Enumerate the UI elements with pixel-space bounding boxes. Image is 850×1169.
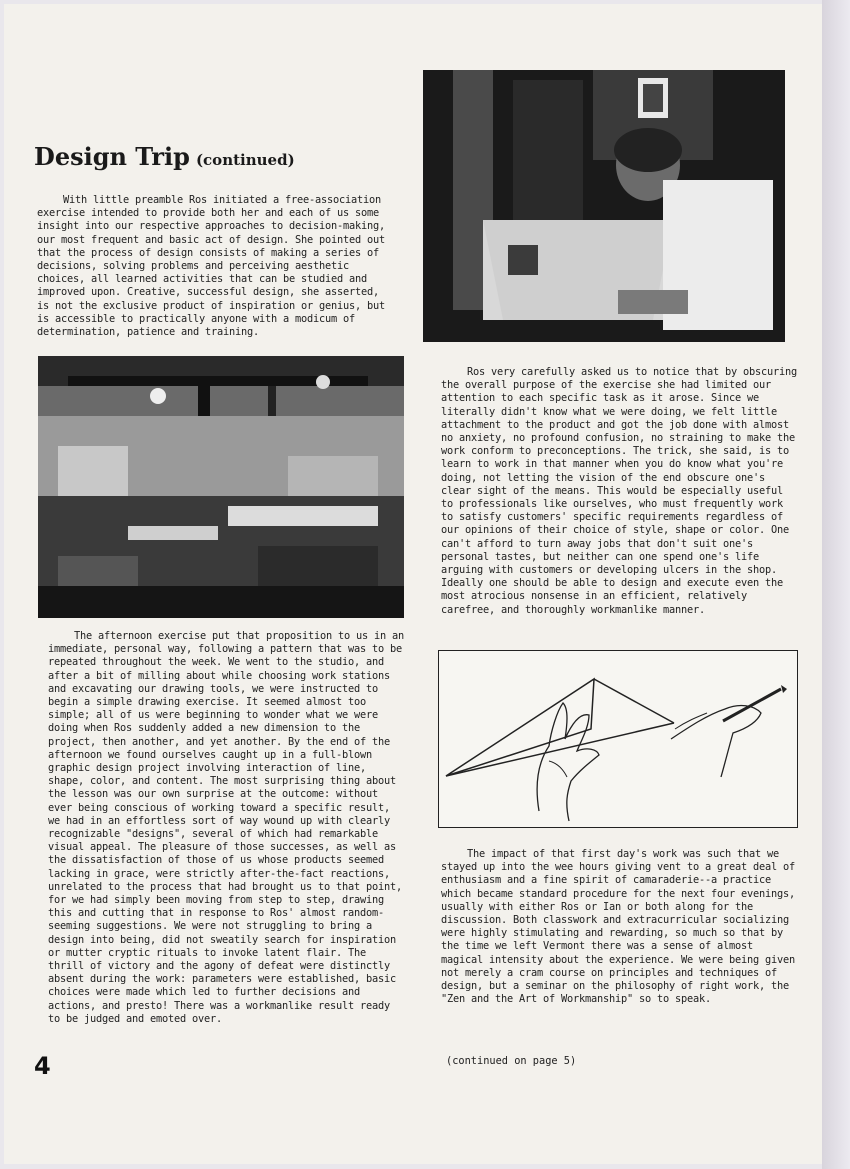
triangle-hands-drawing bbox=[438, 650, 798, 828]
paragraph-text: With little preamble Ros initiated a free-association exercise intended to provide both her and each of us some insight into our respective approaches to decision-making, our most frequent and basic act of design. She pointed out that the process of design consists of making a series of decisions, solving problems and perceiving aesthetic choices, all learned activities that can be studied and improved upon. Creative, successful design, she asserted, is not the exclusive product of inspiration or genius, but is accessible to practically anyone with a modicum of determination, patience and training. bbox=[37, 194, 385, 339]
paragraph-text: The afternoon exercise put that proposition to us in an immediate, personal way, following a pattern that was to be repeated throughout the week. We went to the studio, and after a bit of milling about while choosing work stations and excavating our drawing tools, we were instructed to begin a simple drawing exercise. It seemed almost too simple; all of us were beginning to wonder what we were doing when Ros suddenly added a new dimension to the project, then another, and yet another. By the end of the afternoon we found ourselves caught up in a full-blown graphic design project involving interaction of line, shape, color, and content. The most surprising thing about the lesson was our own surprise at the outcome: without ever being conscious of working toward a specific result, we had in an effortless sort of way wound up with clearly recognizable "designs", several of which had remarkable visual appeal. The pleasure of those successes, as well as the dissatisfaction of those of us whose products seemed lacking in grace, were strictly after-the-fact reactions, unrelated to the process that had brought us to that point, for we had simply been moving from step to step, drawing this and cutting that in response to Ros' almost random-seeming suggestions. We were not struggling to bring a design into being, did not sweatily search for inspiration or mutter cryptic rituals to invoke latent flair. The thrill of victory and the agony of defeat were distinctly absent during the work: parameters were established, basic choices were made which led to further decisions and actions, and presto! There was a workmanlike result ready to be judged and emoted over. bbox=[48, 630, 404, 1025]
paragraph-intro bbox=[37, 194, 393, 339]
paragraph-text: Ros very carefully asked us to notice that by obscuring the overall purpose of the exercise she had limited our attention to each specific task as it arose. Since we literally didn't know what we were doing, we felt little attachment to the product and got the job done with almost no anxiety, no profound confusion, no straining to make the work conform to preconceptions. The trick, she said, is to learn to work in that manner when you do know what you're doing, not letting the vision of the end obscure one's clear sight of the means. This would be especially useful to professionals like ourselves, who must frequently work to satisfy customers' specific requirements regardless of our opinions of their choice of style, shape or color. One can't afford to turn away jobs that don't suit one's personal tastes, but neither can one spend one's life arguing with customers or developing ulcers in the shop. Ideally one should be able to design and execute even the most atrocious nonsense in an efficient, relatively carefree, and thoroughly workmanlike manner. bbox=[441, 366, 797, 616]
triangle-shape bbox=[446, 679, 594, 776]
paragraph-impact bbox=[441, 848, 797, 1006]
paragraph-text: The impact of that first day's work was such that we stayed up into the wee hours giving vent to a great deal of enthusiasm and a fine spirit of camaraderie--a practice which became standard procedure for the next four evenings, usually with either Ros or Ian or both along for the discussion. Both classwork and extracurricular socializing were highly stimulating and rewarding, so much so that by the time we left Vermont there was a sense of almost magical intensity about the experience. We were being given not merely a cram course on principles and techniques of design, but a seminar on the philosophy of right work, the "Zen and the Art of Workmanship" so to speak. bbox=[441, 848, 795, 1006]
paragraph-obscuring bbox=[441, 366, 797, 617]
title-suffix: (continued) bbox=[195, 151, 295, 169]
studio-photo bbox=[38, 356, 404, 618]
title-text: Design Trip bbox=[34, 142, 190, 171]
article-title bbox=[34, 142, 295, 171]
continued-note: (continued on page 5) bbox=[446, 1055, 577, 1067]
paragraph-afternoon bbox=[48, 630, 404, 1026]
page-number: 4 bbox=[34, 1052, 51, 1080]
page-edge bbox=[822, 0, 850, 1169]
drafter-photo bbox=[423, 70, 785, 342]
